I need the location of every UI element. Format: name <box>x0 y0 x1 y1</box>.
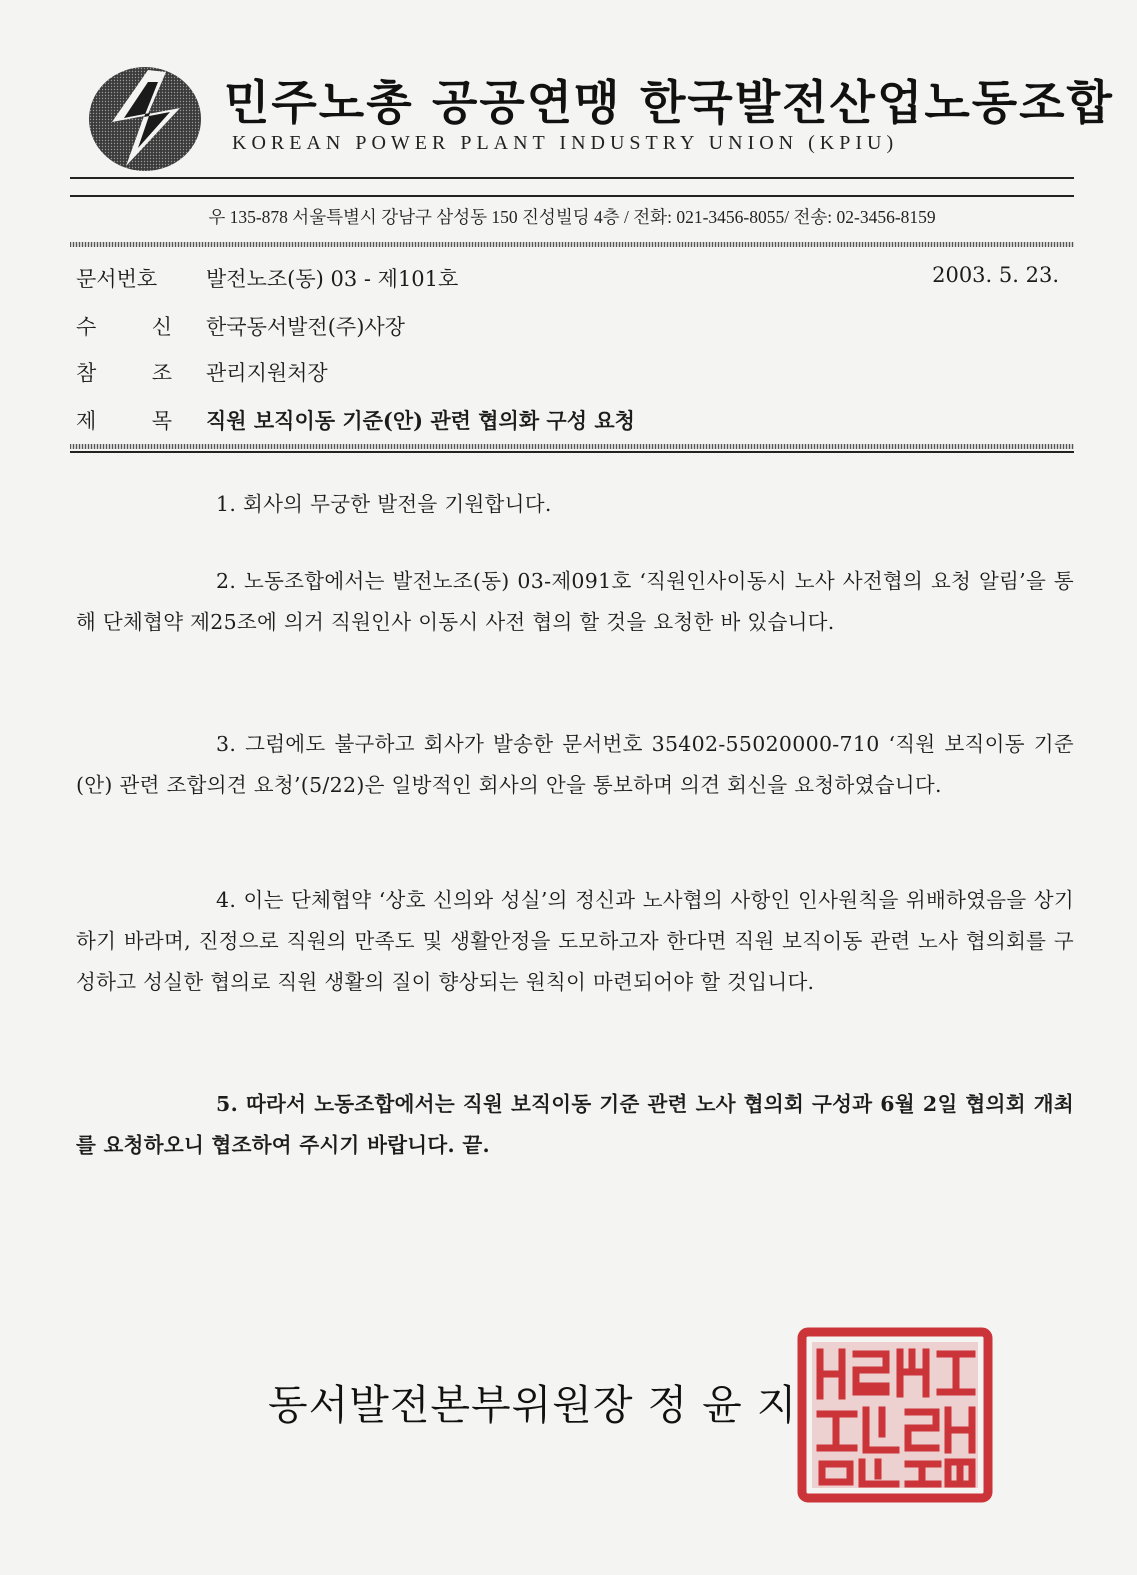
recipient-label: 수 신 <box>76 315 172 339</box>
paragraph-4-text: 4. 이는 단체협약 ‘상호 신의와 성실’의 정신과 노사협의 사항인 인사원칙을 위배하였음을 상기하기 바라며, 진정으로 직원의 만족도 및 생활안정을 도모하고자 한다면 직원 보직이동 관련 노사 협의회를 구성하고 성실한 협의로 직원 생활의 질이 향상되는 원칙이 마련되어야 할 것입니다. <box>76 888 1074 994</box>
union-address: 우 135-878 서울특별시 강남구 삼성동 150 진성빌딩 4층 / 전화: 021-3456-8055/ 전송: 02-3456-8159 <box>208 207 936 227</box>
paragraph-4 <box>76 880 1074 1003</box>
doc-number: 발전노조(동) 03 - 제101호 <box>206 267 459 291</box>
paragraph-3-text: 3. 그럼에도 불구하고 회사가 발송한 문서번호 35402-55020000-710 ‘직원 보직이동 기준(안) 관련 조합의견 요청’(5/22)은 일방적인 회사의 안을 통보하며 의견 회신을 요청하였습니다. <box>76 732 1074 797</box>
divider-top <box>70 177 1074 179</box>
recipient-row <box>76 311 405 341</box>
paragraph-2 <box>76 561 1074 643</box>
official-seal <box>796 1326 994 1504</box>
signature-line: 동서발전본부위원장 정 윤 지 <box>268 1381 798 1429</box>
divider-dotted-bottom <box>70 444 1074 449</box>
subject-label: 제 목 <box>76 409 172 433</box>
divider-bottom <box>70 451 1074 453</box>
union-subtitle: KOREAN POWER PLANT INDUSTRY UNION (KPIU) <box>232 132 899 154</box>
reference-row <box>76 357 328 387</box>
recipient: 한국동서발전(주)사장 <box>206 315 405 339</box>
doc-number-row <box>76 263 458 293</box>
divider-dotted-top <box>70 242 1074 247</box>
paragraph-5 <box>76 1084 1074 1166</box>
paragraph-5-text: 5. 따라서 노동조합에서는 직원 보직이동 기준 관련 노사 협의회 구성과 6월 2일 협의회 개최를 요청하오니 협조하여 주시기 바랍니다. 끝. <box>76 1092 1074 1157</box>
union-title: 민주노총 공공연맹 한국발전산업노동조합 <box>224 76 1114 131</box>
paragraph-1-text: 1. 회사의 무궁한 발전을 기원합니다. <box>216 492 552 516</box>
subject: 직원 보직이동 기준(안) 관련 협의화 구성 요청 <box>206 408 635 433</box>
paragraph-3 <box>76 724 1074 806</box>
reference: 관리지원처장 <box>206 361 328 385</box>
divider-address <box>70 195 1074 197</box>
lightning-bolt-icon <box>86 64 204 174</box>
subject-row <box>76 405 635 435</box>
reference-label: 참 조 <box>76 361 172 385</box>
paragraph-2-text: 2. 노동조합에서는 발전노조(동) 03-제091호 ‘직원인사이동시 노사 사전협의 요청 알림’을 통해 단체협약 제25조에 의거 직원인사 이동시 사전 협의 할 것을 요청한 바 있습니다. <box>76 569 1074 634</box>
doc-number-label: 문서번호 <box>76 267 158 291</box>
paragraph-1 <box>76 484 1074 525</box>
doc-date: 2003. 5. 23. <box>932 263 1059 287</box>
